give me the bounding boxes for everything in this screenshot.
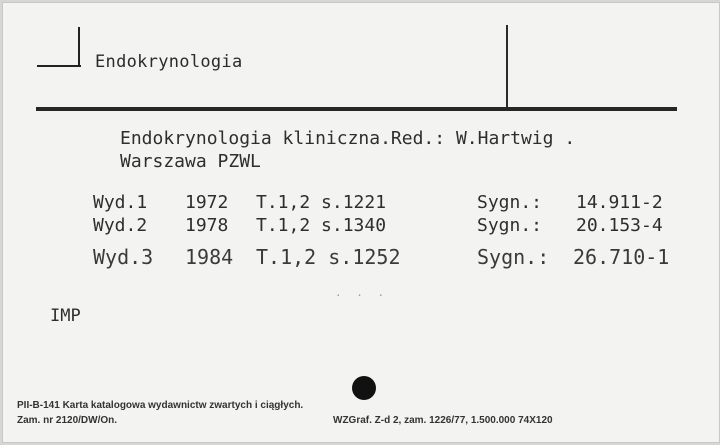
catalog-card	[2, 2, 720, 443]
corner-mark-horizontal	[37, 65, 81, 67]
edition-year: 1972	[185, 192, 229, 213]
edition-label: Wyd.3	[93, 245, 154, 269]
edition-year: 1984	[185, 245, 234, 269]
signature-value: 26.710-1	[573, 245, 670, 269]
punch-hole	[352, 376, 376, 400]
corner-mark-vertical	[78, 27, 80, 67]
collection-mark: IMP	[50, 306, 81, 326]
header-title: Endokrynologia	[95, 52, 243, 72]
signature-label: Sygn.:	[477, 245, 550, 269]
edition-volumes: T.1,2 s.1340	[256, 215, 387, 236]
signature-label: Sygn.:	[477, 192, 543, 213]
header-rule	[36, 107, 677, 111]
record-publisher: Warszawa PZWL	[120, 151, 261, 172]
record-title: Endokrynologia kliniczna.Red.: W.Hartwig .	[120, 128, 576, 149]
edition-year: 1978	[185, 215, 229, 236]
signature-value: 14.911-2	[576, 192, 663, 213]
edition-volumes: T.1,2 s.1252	[256, 245, 401, 269]
footer-printer-line: WZGraf. Z-d 2, zam. 1226/77, 1.500.000 74X120	[333, 415, 553, 426]
signature-value: 20.153-4	[576, 215, 663, 236]
footer-order-line: Zam. nr 2120/DW/On.	[17, 415, 118, 426]
footer-form-line: PII-B-141 Karta katalogowa wydawnictw zwartych i ciągłych.	[17, 400, 304, 411]
signature-label: Sygn.:	[477, 215, 543, 236]
edition-label: Wyd.2	[93, 215, 148, 236]
header-divider	[506, 25, 508, 107]
edition-label: Wyd.1	[93, 192, 148, 213]
faint-marks: · · ·	[335, 289, 389, 302]
edition-volumes: T.1,2 s.1221	[256, 192, 387, 213]
